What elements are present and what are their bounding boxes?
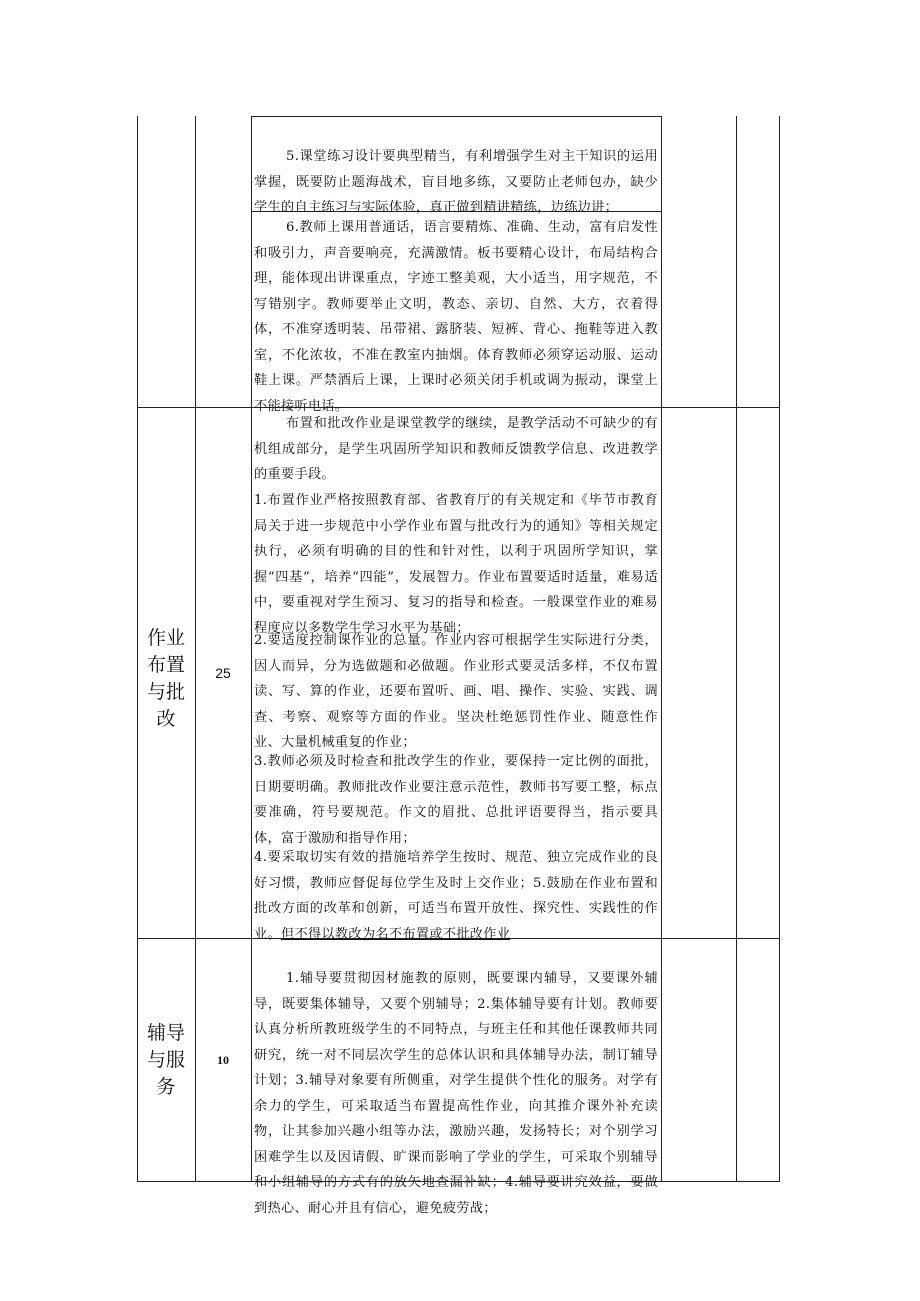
tutoring-text: 1.辅导要贯彻因材施教的原则，既要课内辅导，又要课外辅导，既要集体辅导，又要个别辅导；2.集体辅导要有计划。教师要认真分析所教班级学生的不同特点，与班主任和其他任课教师共同研究，统一对不同层次学生的总体认识和具体辅导办法，制订辅导计划；3.辅导对象要有所侧重，对学生提供个性化的服务。对学有余力的学生，可采取适当布置提高性作业，向其推介课外补充读物，让其参加兴趣小组等办法，激励兴趣，发扬特长；对个别学习困难学生以及因请假、旷课而影响了学业的学生，可采取个别辅导和小组辅导的方式有的放矢地查漏补缺；4.辅导要讲究效益，要做到热心、耐心并且有信心，避免疲劳战； <box>254 971 658 1216</box>
inner-cell-top-border <box>251 116 661 117</box>
score-homework: 25 <box>215 665 231 681</box>
homework-item-3: 3.教师必须及时检查和批改学生的作业，要保持一定比例的面批，日期要明确。教师批改作业要注意示范性，教师书写要工整，标点要准确，符号要规范。作文的眉批、总批评语要得当，指示要具体，富于激励和指导作用； <box>254 754 658 846</box>
score-tutoring: 10 <box>217 1053 229 1067</box>
homework-item-1: 1.布置作业严格按照教育部、省教育厅的有关规定和《毕节市教育局关于进一步规范中小学作业布置与批改行为的通知》等相关规定执行，必须有明确的目的性和针对性，以利于巩固所学知识，掌握“四基”，培养“四能”，发展智力。作业布置要适时适量，难易适中，要重视对学生预习、复习的指导和检查。一般课堂作业的难易程度应以多数学生学习水平为基础； <box>254 493 658 636</box>
row1-paragraph-6: 6.教师上课用普通话，语言要精炼、准确、生动，富有启发性和吸引力，声音要响亮，充满激情。板书要精心设计，布局结构合理，能体现出讲课重点，字迹工整美观，大小适当，用字规范，不写错别字。教师要举止文明，教态、亲切、自然、大方，衣着得体，不准穿透明装、吊带裙、露脐装、短裤、背心、拖鞋等进入教室，不化浓妆，不准在教室内抽烟。体育教师必须穿运动服、运动鞋上课。严禁酒后上课，上课时必须关闭手机或调为振动，课堂上不能接听电话。 <box>254 220 658 414</box>
category-homework: 作业 布置 与批 改 <box>146 627 185 730</box>
table-border-right <box>779 116 780 1182</box>
column-divider-2 <box>251 116 252 1182</box>
column-divider-1 <box>195 116 196 1182</box>
column-divider-3 <box>661 116 662 1182</box>
homework-item-2: 2.要适度控制课作业的总量。作业内容可根据学生实际进行分类，因人而异，分为选做题和必做题。作业形式要灵活多样，不仅布置读、写、算的作业，还要布置听、画、唱、操作、实验、实践、调查、考察、观察等方面的作业。坚决杜绝惩罚性作业、随意性作业、大量机械重复的作业； <box>254 633 658 750</box>
homework-intro: 布置和批改作业是课堂教学的继续，是教学活动不可缺少的有机组成部分，是学生巩固所学知识和教师反馈教学信息、改进教学的重要手段。 <box>254 416 658 482</box>
table-border-left <box>137 116 138 1182</box>
homework-item-4 <box>254 845 658 947</box>
homework-item-4-text: 4.要采取切实有效的措施培养学生按时、规范、独立完成作业的良好习惯，教师应督促每位学生及时上交作业；5.鼓励在作业布置和批改方面的改革和创新，可适当布置开放性、探究性、实践性的作业。 <box>254 850 658 942</box>
row1-paragraph-5: 5.课堂练习设计要典型精当，有利增强学生对主干知识的运用掌握，既要防止题海战术，盲目地多练，又要防止老师包办，缺少学生的自主练习与实际体验，真正做到精讲精练，边练边讲； <box>254 149 658 215</box>
category-tutoring: 辅导 与服 务 <box>146 1022 185 1098</box>
homework-item-4-underlined: 但不得以教改为名不布置或不批改作业 <box>280 926 511 942</box>
column-divider-4 <box>736 116 737 1182</box>
